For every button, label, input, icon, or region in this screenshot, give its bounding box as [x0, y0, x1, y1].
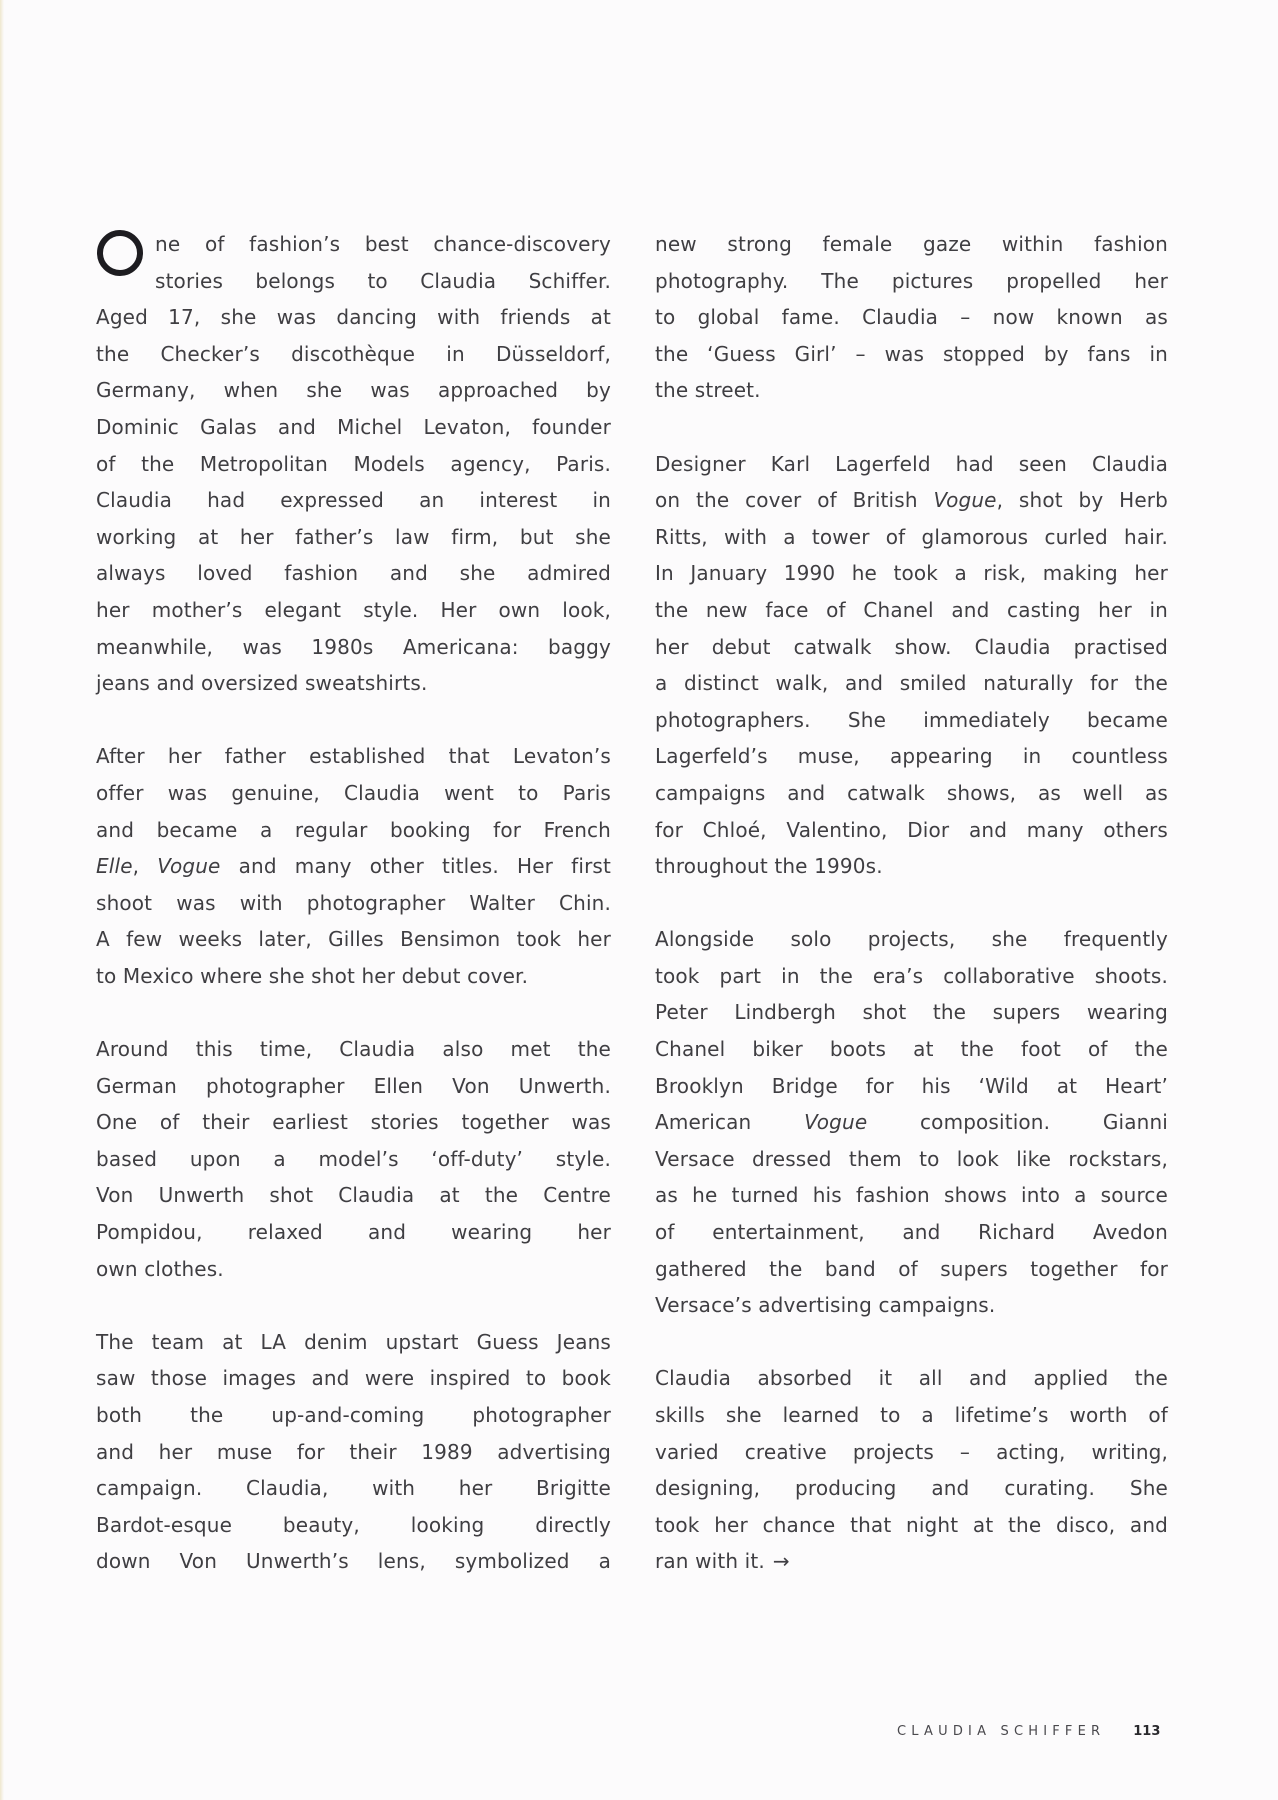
text-line-italic-titles: American Vogue composition. Gianni: [655, 1110, 1168, 1135]
right-column: [655, 226, 1168, 1617]
right-arrow-icon: →: [772, 1549, 790, 1574]
text-line: to Mexico where she shot her debut cover.: [96, 963, 529, 988]
paragraph-guess-jeans: [96, 1324, 611, 1580]
text-line: saw those images and were inspired to book: [96, 1366, 611, 1391]
text-line: Around this time, Claudia also met the: [96, 1037, 611, 1062]
page-edge: [0, 0, 4, 1800]
text-line: Dominic Galas and Michel Levaton, founder: [96, 414, 611, 439]
text-line: own clothes.: [96, 1256, 224, 1281]
text-line: Peter Lindbergh shot the supers wearing: [655, 1000, 1168, 1025]
text-line: Claudia absorbed it all and applied the: [655, 1366, 1168, 1391]
text-line: After her father established that Levaton’s: [96, 744, 611, 769]
text-line: gathered the band of supers together for: [655, 1256, 1168, 1281]
final-text: ran with it.: [655, 1549, 765, 1574]
text-line: working at her father’s law firm, but she: [96, 524, 611, 549]
paragraph-paris: [96, 738, 611, 994]
text-line: Versace’s advertising campaigns.: [655, 1293, 996, 1318]
text-line: campaigns and catwalk shows, as well as: [655, 780, 1168, 805]
text-line: Pompidou, relaxed and wearing her: [96, 1220, 611, 1245]
text-line: for Chloé, Valentino, Dior and many others: [655, 817, 1168, 842]
paragraph-lagerfeld: [655, 446, 1168, 885]
text-line: her mother’s elegant style. Her own look,: [96, 597, 611, 622]
text-line: new strong female gaze within fashion: [655, 232, 1168, 256]
text-line: and her muse for their 1989 advertising: [96, 1439, 611, 1464]
text-line: throughout the 1990s.: [655, 854, 883, 879]
text-line: took part in the era’s collaborative shoots.: [655, 963, 1168, 988]
text-line: Brooklyn Bridge for his ‘Wild at Heart’: [655, 1073, 1168, 1098]
text-line: the ‘Guess Girl’ – was stopped by fans in: [655, 341, 1168, 366]
text-line: ne of fashion’s best chance-discovery: [155, 232, 611, 256]
text-line: as he turned his fashion shows into a source: [655, 1183, 1168, 1208]
text-line: jeans and oversized sweatshirts.: [96, 671, 428, 696]
text-line: both the up-and-coming photographer: [96, 1403, 611, 1427]
running-head: CLAUDIA SCHIFFER: [897, 1724, 1106, 1739]
text-line: of entertainment, and Richard Avedon: [655, 1220, 1168, 1245]
text-line: Versace dressed them to look like rockstars,: [655, 1146, 1168, 1171]
text-line: a distinct walk, and smiled naturally for the: [655, 671, 1168, 696]
page-number: 113: [1133, 1724, 1161, 1739]
text-line: photographers. She immediately became: [655, 707, 1168, 732]
text-line: Bardot-esque beauty, looking directly: [96, 1512, 611, 1537]
text-line: took her chance that night at the disco, and: [655, 1512, 1168, 1537]
text-line: Lagerfeld’s muse, appearing in countless: [655, 744, 1168, 769]
text-line: Von Unwerth shot Claudia at the Centre: [96, 1183, 611, 1208]
left-column: [96, 226, 611, 1617]
text-line: her debut catwalk show. Claudia practised: [655, 634, 1168, 659]
text-line: Ritts, with a tower of glamorous curled hair.: [655, 524, 1168, 549]
paragraph-supers: [655, 921, 1168, 1324]
text-line: varied creative projects – acting, writing,: [655, 1439, 1168, 1464]
text-line: In January 1990 he took a risk, making her: [655, 561, 1168, 586]
text-line: photography. The pictures propelled her: [655, 268, 1168, 293]
text-line: Alongside solo projects, she frequently: [655, 927, 1168, 952]
text-line: offer was genuine, Claudia went to Paris: [96, 780, 611, 805]
text-line: A few weeks later, Gilles Bensimon took her: [96, 927, 611, 952]
page-footer: [897, 1724, 1160, 1739]
paragraph-guess-girl: [655, 226, 1168, 409]
text-line: down Von Unwerth’s lens, symbolized a: [96, 1549, 611, 1574]
text-line: Aged 17, she was dancing with friends at: [96, 305, 611, 330]
text-line: Germany, when she was approached by: [96, 378, 611, 403]
text-line: German photographer Ellen Von Unwerth.: [96, 1073, 611, 1098]
text-line: Designer Karl Lagerfeld had seen Claudia: [655, 451, 1168, 476]
text-line: of the Metropolitan Models agency, Paris.: [96, 451, 611, 476]
text-line: to global fame. Claudia – now known as: [655, 305, 1168, 330]
text-line: the new face of Chanel and casting her in: [655, 597, 1168, 622]
paragraph-discovery: [96, 226, 611, 702]
paragraph-von-unwerth: [96, 1031, 611, 1287]
text-line: Claudia had expressed an interest in: [96, 488, 611, 513]
text-line-italic-titles: on the cover of British Vogue, shot by Herb: [655, 488, 1168, 513]
paragraph-conclusion: [655, 1360, 1168, 1580]
text-line: One of their earliest stories together was: [96, 1110, 611, 1135]
text-line: the street.: [655, 378, 761, 403]
text-line: stories belongs to Claudia Schiffer.: [155, 268, 611, 293]
text-line: based upon a model’s ‘off-duty’ style.: [96, 1146, 611, 1171]
text-line: shoot was with photographer Walter Chin.: [96, 890, 611, 915]
text-line-italic-titles: Elle, Vogue and many other titles. Her first: [96, 854, 611, 879]
text-line: Chanel biker boots at the foot of the: [655, 1037, 1168, 1062]
text-line: and became a regular booking for French: [96, 817, 611, 842]
text-line: skills she learned to a lifetime’s worth of: [655, 1403, 1168, 1427]
text-line-final: [655, 1543, 1168, 1580]
text-line: The team at LA denim upstart Guess Jeans: [96, 1329, 611, 1354]
text-line: always loved fashion and she admired: [96, 561, 611, 586]
text-line: designing, producing and curating. She: [655, 1476, 1168, 1501]
text-line: campaign. Claudia, with her Brigitte: [96, 1476, 611, 1501]
text-line: meanwhile, was 1980s Americana: baggy: [96, 634, 611, 659]
text-line: the Checker’s discothèque in Düsseldorf,: [96, 341, 611, 366]
drop-cap-letter-o: [97, 230, 143, 276]
